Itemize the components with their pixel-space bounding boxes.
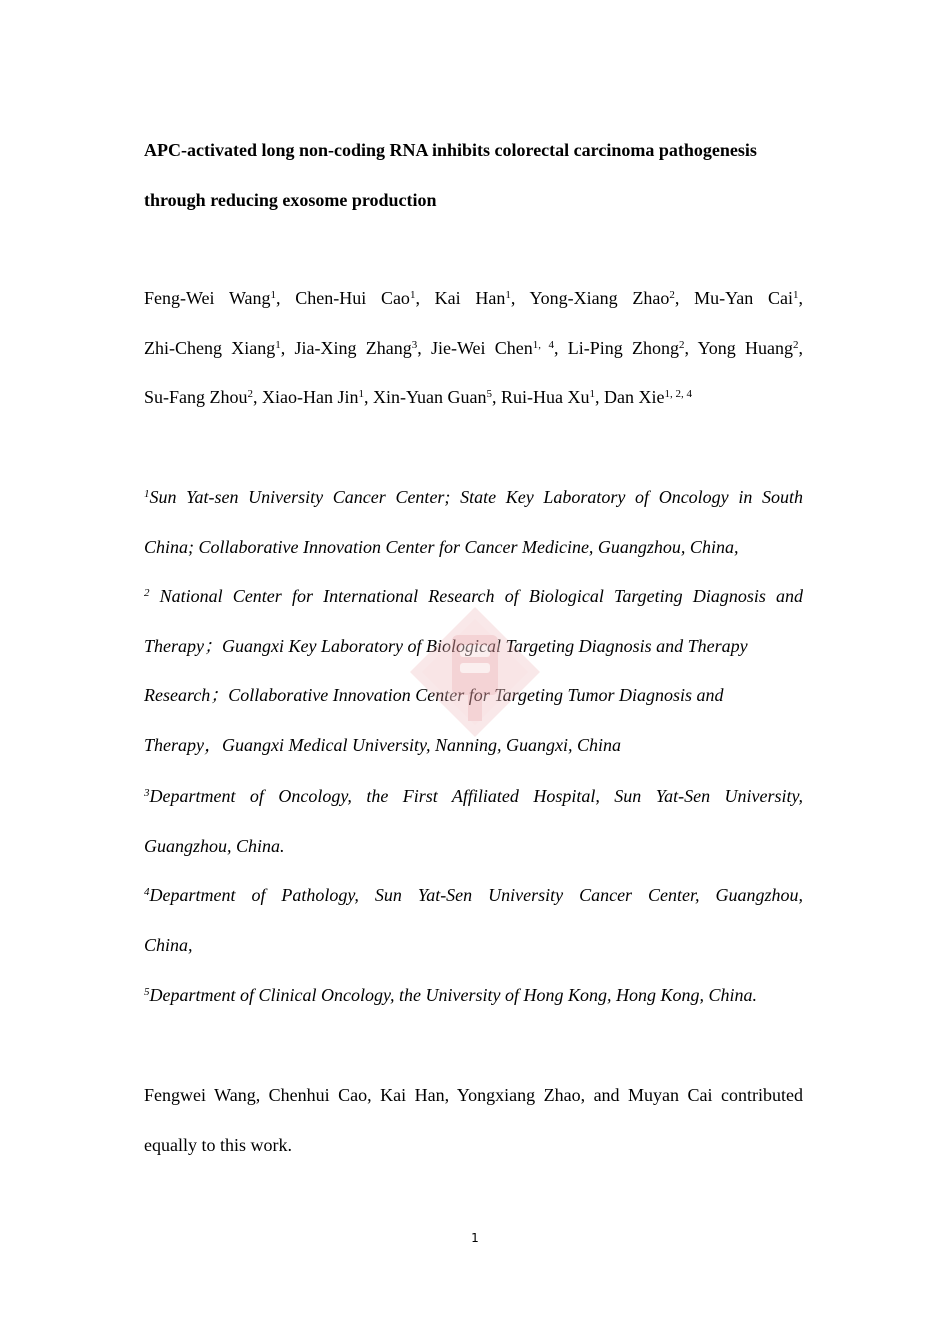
author-affiliation-mark: 1 — [275, 338, 281, 351]
author-name: Su-Fang Zhou — [144, 387, 248, 408]
author-name: Xiao-Han Jin — [262, 387, 359, 408]
author-name: Jia-Xing Zhang — [294, 337, 412, 358]
affiliation-text: Department of Oncology, the First Affiliated Hospital, Sun Yat-Sen University, — [149, 786, 803, 806]
affiliation-line — [144, 671, 803, 721]
affiliation-line — [144, 871, 803, 921]
affiliation-line — [144, 772, 803, 822]
author-affiliation-mark: 2 — [247, 388, 253, 401]
author-affiliation-mark: 1, 4 — [532, 338, 554, 351]
author-name: Rui-Hua Xu — [500, 387, 590, 408]
affiliation-number: 5 — [144, 986, 150, 998]
title-line-1: APC-activated long non-coding RNA inhibits colorectal carcinoma pathogenesis — [144, 140, 757, 160]
author-affiliation-mark: 1 — [793, 289, 799, 301]
affiliation-text: China, — [144, 934, 193, 955]
contribution-line-1: Fengwei Wang, Chenhui Cao, Kai Han, Yongxiang Zhao, and Muyan Cai contributed — [144, 1085, 803, 1105]
author-affiliation-mark: 1 — [270, 289, 276, 301]
affiliation-5 — [144, 971, 803, 1021]
affiliation-line — [144, 822, 803, 872]
affiliation-text: China; Collaborative Innovation Center for Cancer Medicine, Guangzhou, China, — [144, 536, 739, 557]
author-name: Chen-Hui Cao — [295, 288, 410, 308]
affiliation-text: Sun Yat-sen University Cancer Center; State Key Laboratory of Oncology in South — [149, 487, 803, 507]
affiliation-text: Therapy；Guangxi Key Laboratory of Biological Targeting Diagnosis and Therapy — [144, 635, 748, 656]
author-name: Xin-Yuan Guan — [372, 387, 487, 408]
author-affiliation-mark: 1 — [589, 388, 595, 401]
affiliation-number: 1 — [144, 488, 150, 500]
author-affiliation-mark: 1, 2, 4 — [664, 388, 692, 401]
affiliation-text: Research；Collaborative Innovation Center for Targeting Tumor Diagnosis and — [144, 685, 724, 706]
affiliation-text: National Center for International Research of Biological Targeting Diagnosis and — [149, 586, 803, 606]
affiliation-line — [144, 721, 803, 771]
paper-title — [144, 126, 803, 225]
affiliation-text: Therapy，Guangxi Medical University, Nanning, Guangxi, China — [144, 735, 621, 756]
affiliation-text: Department of Pathology, Sun Yat-Sen University Cancer Center, Guangzhou, — [149, 885, 803, 905]
contribution-line-2: equally to this work. — [144, 1134, 292, 1155]
author-name: Feng-Wei Wang — [144, 288, 271, 308]
affiliation-text: Guangzhou, China. — [144, 835, 285, 856]
author-name: Yong Huang — [697, 337, 794, 358]
author-affiliation-mark: 1 — [409, 289, 416, 301]
affiliation-line — [144, 572, 803, 622]
author-affiliation-mark: 2 — [669, 289, 675, 301]
author-name: Dan Xie — [603, 387, 665, 408]
affiliation-2 — [144, 572, 803, 771]
author-affiliation-mark: 2 — [679, 338, 685, 351]
affiliation-number: 3 — [144, 787, 150, 799]
author-affiliation-mark: 2 — [793, 338, 799, 351]
affiliation-line — [144, 473, 803, 523]
affiliation-line — [144, 921, 803, 971]
author-list — [144, 274, 803, 423]
author-name: Zhi-Cheng Xiang — [144, 337, 276, 358]
author-line-1: Feng-Wei Wang$^1$, Chen-Hui Cao$^1$, Kai Han$^1$, Yong-Xiang Zhao$^2$, Mu-Yan Cai$^1$, — [144, 288, 804, 308]
author-affiliation-mark: 5 — [486, 388, 492, 401]
author-line-3: Su-Fang Zhou$^2$, Xiao-Han Jin$^1$, Xin-Yuan Guan$^5$, Rui-Hua Xu$^1$, Dan Xie$^{1, 2, 4}$ — [144, 387, 692, 408]
affiliation-3 — [144, 772, 803, 871]
equal-contribution-note — [144, 1071, 803, 1170]
author-name: Mu-Yan Cai — [694, 288, 794, 308]
affiliation-line — [144, 622, 803, 672]
author-affiliation-mark: 1 — [505, 289, 511, 301]
affiliation-line — [144, 971, 803, 1021]
author-affiliation-mark: 1 — [358, 388, 364, 401]
author-name: Kai Han — [434, 288, 506, 308]
author-name: Li-Ping Zhong — [567, 337, 679, 358]
author-affiliation-mark: 3 — [411, 338, 418, 351]
affiliation-4 — [144, 871, 803, 970]
title-line-2: through reducing exosome production — [144, 189, 437, 210]
affiliation-number: 2 — [144, 587, 150, 599]
page-number: 1 — [471, 1231, 479, 1245]
author-name: Yong-Xiang Zhao — [529, 288, 670, 308]
affiliation-1 — [144, 473, 803, 572]
affiliation-line — [144, 523, 803, 573]
affiliation-number: 4 — [144, 886, 150, 898]
affiliation-text: Department of Clinical Oncology, the University of Hong Kong, Hong Kong, China. — [149, 985, 757, 1005]
author-line-2: Zhi-Cheng Xiang$^1$, Jia-Xing Zhang$^3$, Jie-Wei Chen$^{1, 4}$, Li-Ping Zhong$^2$, Yong Huang$^2$, — [144, 337, 804, 358]
author-name: Jie-Wei Chen — [430, 337, 533, 358]
